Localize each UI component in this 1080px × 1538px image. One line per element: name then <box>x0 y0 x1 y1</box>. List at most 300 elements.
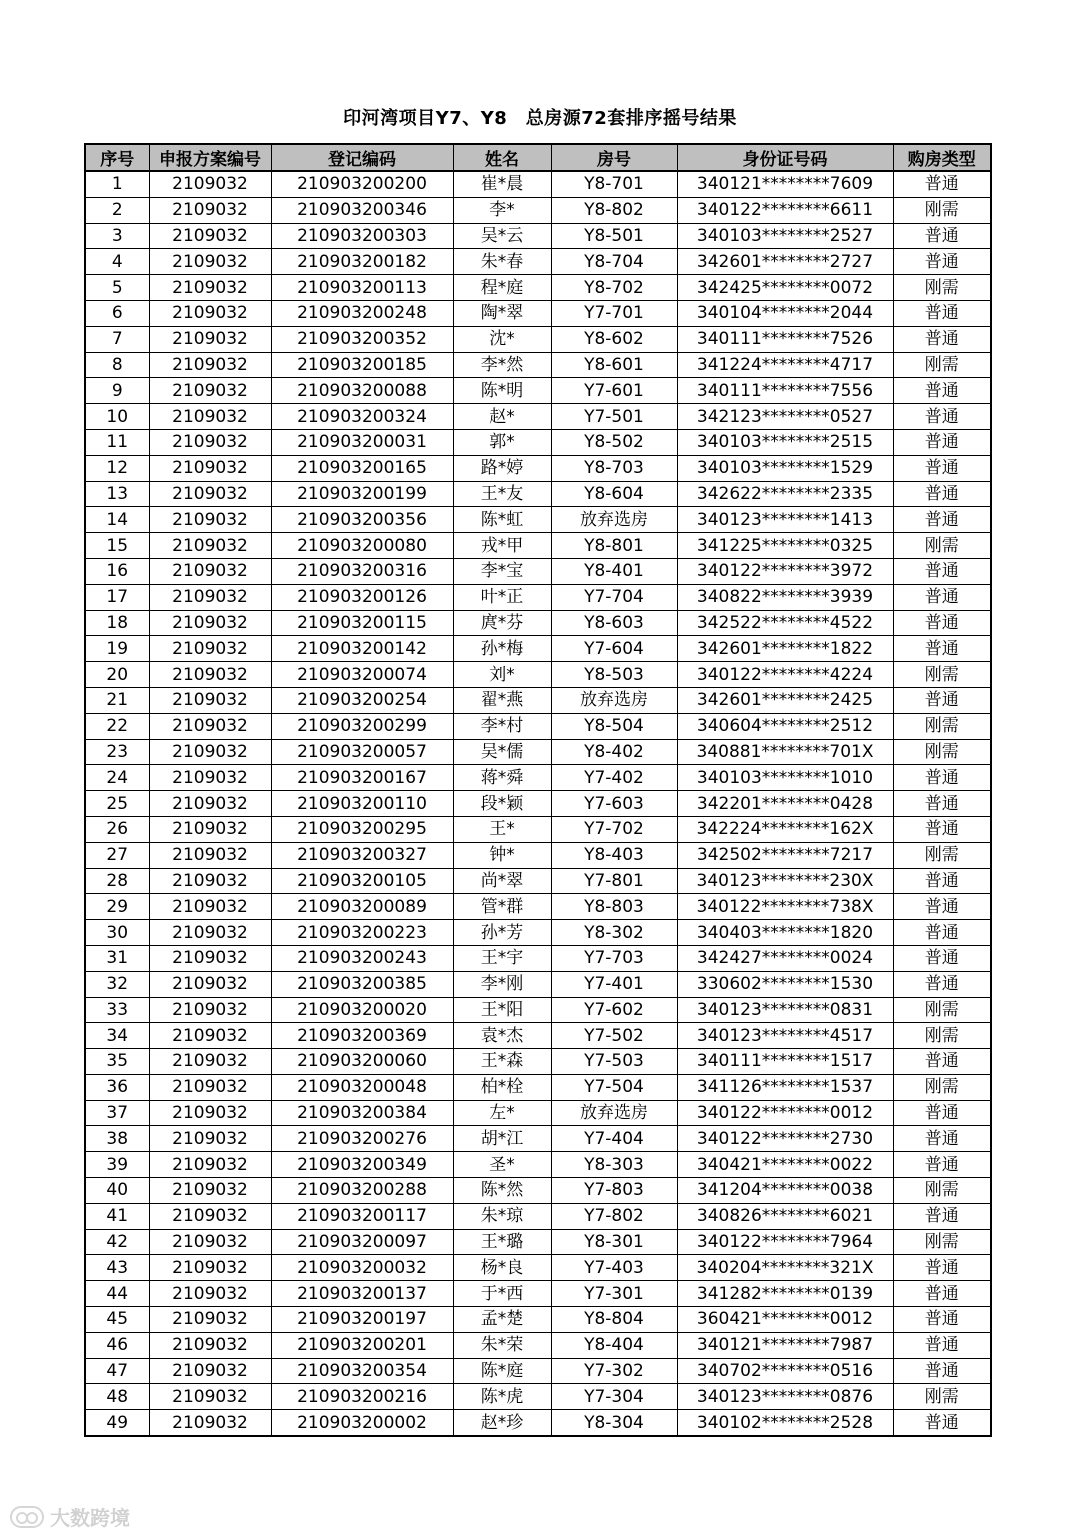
cell-plan-number: 2109032 <box>149 1178 271 1204</box>
cell-purchase-type: 刚需 <box>893 275 991 301</box>
table-row <box>85 1281 991 1307</box>
cell-name: 吴*云 <box>453 223 551 249</box>
cell-purchase-type: 普通 <box>893 1049 991 1075</box>
cell-room-number: Y7-503 <box>551 1049 677 1075</box>
table-row <box>85 1332 991 1358</box>
cell-id-number: 342522********4522 <box>677 610 893 636</box>
cell-purchase-type: 普通 <box>893 1332 991 1358</box>
table-row <box>85 1178 991 1204</box>
cell-name: 王* <box>453 816 551 842</box>
cell-sequence: 46 <box>85 1332 149 1358</box>
table-row <box>85 868 991 894</box>
table-row <box>85 610 991 636</box>
cell-purchase-type: 普通 <box>893 1203 991 1229</box>
table-row <box>85 404 991 430</box>
cell-id-number: 340121********7987 <box>677 1332 893 1358</box>
cell-sequence: 5 <box>85 275 149 301</box>
cell-plan-number: 2109032 <box>149 584 271 610</box>
table-row <box>85 765 991 791</box>
cell-sequence: 41 <box>85 1203 149 1229</box>
cell-purchase-type: 普通 <box>893 971 991 997</box>
cell-room-number: Y8-304 <box>551 1410 677 1436</box>
table-row <box>85 275 991 301</box>
cell-purchase-type: 普通 <box>893 765 991 791</box>
cell-id-number: 340122********0012 <box>677 1100 893 1126</box>
cell-plan-number: 2109032 <box>149 455 271 481</box>
cell-name: 吴*儒 <box>453 739 551 765</box>
cell-registration-code: 210903200080 <box>271 533 453 559</box>
cell-sequence: 37 <box>85 1100 149 1126</box>
cell-plan-number: 2109032 <box>149 1255 271 1281</box>
table-row <box>85 223 991 249</box>
cell-registration-code: 210903200197 <box>271 1307 453 1333</box>
cell-plan-number: 2109032 <box>149 429 271 455</box>
table-row <box>85 842 991 868</box>
cell-id-number: 342201********0428 <box>677 791 893 817</box>
cell-id-number: 340111********7526 <box>677 326 893 352</box>
cell-sequence: 7 <box>85 326 149 352</box>
cell-name: 王*森 <box>453 1049 551 1075</box>
table-row <box>85 249 991 275</box>
cell-room-number: Y7-403 <box>551 1255 677 1281</box>
cell-sequence: 24 <box>85 765 149 791</box>
cell-name: 袁*杰 <box>453 1023 551 1049</box>
cell-registration-code: 210903200384 <box>271 1100 453 1126</box>
cell-plan-number: 2109032 <box>149 1126 271 1152</box>
cell-plan-number: 2109032 <box>149 1410 271 1436</box>
cell-sequence: 20 <box>85 662 149 688</box>
cell-room-number: Y8-303 <box>551 1152 677 1178</box>
cell-id-number: 340822********3939 <box>677 584 893 610</box>
cell-plan-number: 2109032 <box>149 1358 271 1384</box>
cell-sequence: 47 <box>85 1358 149 1384</box>
cell-name: 朱*荣 <box>453 1332 551 1358</box>
cell-id-number: 342601********1822 <box>677 636 893 662</box>
table-row <box>85 507 991 533</box>
cell-sequence: 25 <box>85 791 149 817</box>
cell-id-number: 330602********1530 <box>677 971 893 997</box>
cell-registration-code: 210903200048 <box>271 1074 453 1100</box>
cell-purchase-type: 普通 <box>893 481 991 507</box>
cell-plan-number: 2109032 <box>149 481 271 507</box>
cell-purchase-type: 普通 <box>893 300 991 326</box>
cell-id-number: 342425********0072 <box>677 275 893 301</box>
column-header-sequence: 序号 <box>85 144 149 171</box>
cell-id-number: 340123********230X <box>677 868 893 894</box>
table-row <box>85 1100 991 1126</box>
cell-purchase-type: 普通 <box>893 429 991 455</box>
cell-name: 管*群 <box>453 894 551 920</box>
cell-registration-code: 210903200126 <box>271 584 453 610</box>
cell-sequence: 34 <box>85 1023 149 1049</box>
cell-purchase-type: 普通 <box>893 223 991 249</box>
cell-plan-number: 2109032 <box>149 300 271 326</box>
cell-name: 沈* <box>453 326 551 352</box>
cell-name: 郭* <box>453 429 551 455</box>
cell-plan-number: 2109032 <box>149 894 271 920</box>
cell-registration-code: 210903200356 <box>271 507 453 533</box>
cell-registration-code: 210903200346 <box>271 197 453 223</box>
cell-sequence: 15 <box>85 533 149 559</box>
cell-sequence: 17 <box>85 584 149 610</box>
cell-plan-number: 2109032 <box>149 558 271 584</box>
cell-room-number: Y8-701 <box>551 171 677 197</box>
cell-registration-code: 210903200031 <box>271 429 453 455</box>
cell-room-number: Y8-401 <box>551 558 677 584</box>
table-row <box>85 1358 991 1384</box>
cell-room-number: Y7-304 <box>551 1384 677 1410</box>
cell-purchase-type: 普通 <box>893 1152 991 1178</box>
cell-plan-number: 2109032 <box>149 404 271 430</box>
table-row <box>85 197 991 223</box>
cell-purchase-type: 刚需 <box>893 197 991 223</box>
cell-sequence: 35 <box>85 1049 149 1075</box>
table-row <box>85 1152 991 1178</box>
cell-room-number: Y7-603 <box>551 791 677 817</box>
cell-room-number: Y7-604 <box>551 636 677 662</box>
column-header-purchase-type: 购房类型 <box>893 144 991 171</box>
cell-room-number: Y7-802 <box>551 1203 677 1229</box>
cell-id-number: 341126********1537 <box>677 1074 893 1100</box>
table-row <box>85 791 991 817</box>
table-row <box>85 713 991 739</box>
cell-name: 王*璐 <box>453 1229 551 1255</box>
cell-name: 柏*栓 <box>453 1074 551 1100</box>
cell-room-number: Y8-501 <box>551 223 677 249</box>
cell-plan-number: 2109032 <box>149 1100 271 1126</box>
cell-id-number: 340122********738X <box>677 894 893 920</box>
cell-room-number: Y8-704 <box>551 249 677 275</box>
column-header-name: 姓名 <box>453 144 551 171</box>
table-row <box>85 1229 991 1255</box>
cell-plan-number: 2109032 <box>149 533 271 559</box>
table-row <box>85 1255 991 1281</box>
cell-plan-number: 2109032 <box>149 1152 271 1178</box>
cell-purchase-type: 普通 <box>893 1281 991 1307</box>
cell-plan-number: 2109032 <box>149 378 271 404</box>
cell-purchase-type: 刚需 <box>893 713 991 739</box>
cell-name: 朱*春 <box>453 249 551 275</box>
cell-id-number: 340122********2730 <box>677 1126 893 1152</box>
cell-room-number: Y8-504 <box>551 713 677 739</box>
cell-registration-code: 210903200276 <box>271 1126 453 1152</box>
table-row <box>85 171 991 197</box>
table-row <box>85 816 991 842</box>
cell-id-number: 342601********2425 <box>677 687 893 713</box>
table-row <box>85 1410 991 1436</box>
cell-room-number: 放弃选房 <box>551 507 677 533</box>
table-row <box>85 1307 991 1333</box>
cell-room-number: Y8-603 <box>551 610 677 636</box>
cell-purchase-type: 普通 <box>893 1410 991 1436</box>
cell-id-number: 340123********4517 <box>677 1023 893 1049</box>
cell-sequence: 44 <box>85 1281 149 1307</box>
cell-sequence: 18 <box>85 610 149 636</box>
cell-id-number: 340103********1529 <box>677 455 893 481</box>
cell-room-number: Y7-301 <box>551 1281 677 1307</box>
cell-registration-code: 210903200216 <box>271 1384 453 1410</box>
cell-sequence: 40 <box>85 1178 149 1204</box>
cell-id-number: 340104********2044 <box>677 300 893 326</box>
cell-room-number: Y8-302 <box>551 920 677 946</box>
cell-room-number: Y8-404 <box>551 1332 677 1358</box>
cell-registration-code: 210903200254 <box>271 687 453 713</box>
cell-name: 李*宝 <box>453 558 551 584</box>
cell-purchase-type: 刚需 <box>893 1178 991 1204</box>
cell-sequence: 26 <box>85 816 149 842</box>
cell-sequence: 39 <box>85 1152 149 1178</box>
cell-room-number: Y8-801 <box>551 533 677 559</box>
cell-purchase-type: 普通 <box>893 945 991 971</box>
cell-name: 于*西 <box>453 1281 551 1307</box>
cell-plan-number: 2109032 <box>149 1332 271 1358</box>
table-row <box>85 584 991 610</box>
table-row <box>85 662 991 688</box>
cell-sequence: 14 <box>85 507 149 533</box>
cell-room-number: Y7-601 <box>551 378 677 404</box>
cell-name: 李*村 <box>453 713 551 739</box>
cell-id-number: 341224********4717 <box>677 352 893 378</box>
cell-registration-code: 210903200303 <box>271 223 453 249</box>
cell-registration-code: 210903200295 <box>271 816 453 842</box>
cell-sequence: 13 <box>85 481 149 507</box>
cell-room-number: Y7-502 <box>551 1023 677 1049</box>
cell-name: 李*刚 <box>453 971 551 997</box>
table-row <box>85 300 991 326</box>
cell-name: 朱*琼 <box>453 1203 551 1229</box>
table-row <box>85 533 991 559</box>
cell-registration-code: 210903200105 <box>271 868 453 894</box>
cell-plan-number: 2109032 <box>149 1281 271 1307</box>
cell-id-number: 341282********0139 <box>677 1281 893 1307</box>
document-title: 印河湾项目Y7、Y8 总房源72套排序摇号结果 <box>343 108 737 129</box>
cell-id-number: 342123********0527 <box>677 404 893 430</box>
cell-sequence: 4 <box>85 249 149 275</box>
cell-id-number: 340702********0516 <box>677 1358 893 1384</box>
cell-purchase-type: 刚需 <box>893 997 991 1023</box>
cell-registration-code: 210903200199 <box>271 481 453 507</box>
cell-id-number: 340881********701X <box>677 739 893 765</box>
cell-plan-number: 2109032 <box>149 507 271 533</box>
cell-sequence: 3 <box>85 223 149 249</box>
cell-id-number: 342427********0024 <box>677 945 893 971</box>
cell-registration-code: 210903200097 <box>271 1229 453 1255</box>
cell-id-number: 340102********2528 <box>677 1410 893 1436</box>
cell-registration-code: 210903200057 <box>271 739 453 765</box>
cell-plan-number: 2109032 <box>149 920 271 946</box>
cell-name: 李*然 <box>453 352 551 378</box>
cell-sequence: 30 <box>85 920 149 946</box>
cell-id-number: 340103********2515 <box>677 429 893 455</box>
cell-name: 王*友 <box>453 481 551 507</box>
table-row <box>85 636 991 662</box>
cell-name: 陈*虹 <box>453 507 551 533</box>
cell-sequence: 2 <box>85 197 149 223</box>
cell-purchase-type: 普通 <box>893 1358 991 1384</box>
table-row <box>85 429 991 455</box>
cell-id-number: 341225********0325 <box>677 533 893 559</box>
cell-sequence: 22 <box>85 713 149 739</box>
table-row <box>85 739 991 765</box>
cell-sequence: 49 <box>85 1410 149 1436</box>
cell-id-number: 340122********7964 <box>677 1229 893 1255</box>
table-row <box>85 1203 991 1229</box>
cell-purchase-type: 普通 <box>893 816 991 842</box>
cell-registration-code: 210903200327 <box>271 842 453 868</box>
cell-plan-number: 2109032 <box>149 739 271 765</box>
cell-id-number: 340123********0876 <box>677 1384 893 1410</box>
cell-id-number: 341204********0038 <box>677 1178 893 1204</box>
cell-id-number: 340403********1820 <box>677 920 893 946</box>
cell-plan-number: 2109032 <box>149 197 271 223</box>
cell-purchase-type: 普通 <box>893 868 991 894</box>
cell-id-number: 340122********4224 <box>677 662 893 688</box>
cell-registration-code: 210903200142 <box>271 636 453 662</box>
cell-id-number: 340111********1517 <box>677 1049 893 1075</box>
cell-plan-number: 2109032 <box>149 868 271 894</box>
watermark-logo-icon <box>10 1506 44 1528</box>
cell-room-number: 放弃选房 <box>551 687 677 713</box>
cell-id-number: 340604********2512 <box>677 713 893 739</box>
table-row <box>85 945 991 971</box>
cell-sequence: 28 <box>85 868 149 894</box>
cell-room-number: Y8-503 <box>551 662 677 688</box>
cell-plan-number: 2109032 <box>149 275 271 301</box>
cell-name: 王*阳 <box>453 997 551 1023</box>
cell-plan-number: 2109032 <box>149 1384 271 1410</box>
table-row <box>85 455 991 481</box>
cell-purchase-type: 普通 <box>893 687 991 713</box>
cell-registration-code: 210903200089 <box>271 894 453 920</box>
cell-sequence: 32 <box>85 971 149 997</box>
table-row <box>85 558 991 584</box>
cell-sequence: 9 <box>85 378 149 404</box>
cell-name: 尚*翠 <box>453 868 551 894</box>
cell-purchase-type: 刚需 <box>893 739 991 765</box>
cell-room-number: Y8-403 <box>551 842 677 868</box>
table-row <box>85 352 991 378</box>
cell-name: 叶*正 <box>453 584 551 610</box>
cell-purchase-type: 普通 <box>893 404 991 430</box>
cell-name: 陈*虎 <box>453 1384 551 1410</box>
table-row <box>85 971 991 997</box>
cell-name: 钟* <box>453 842 551 868</box>
table-row <box>85 687 991 713</box>
cell-registration-code: 210903200060 <box>271 1049 453 1075</box>
cell-registration-code: 210903200352 <box>271 326 453 352</box>
cell-plan-number: 2109032 <box>149 816 271 842</box>
cell-room-number: Y8-702 <box>551 275 677 301</box>
cell-plan-number: 2109032 <box>149 1074 271 1100</box>
cell-id-number: 340122********3972 <box>677 558 893 584</box>
cell-sequence: 33 <box>85 997 149 1023</box>
cell-plan-number: 2109032 <box>149 1049 271 1075</box>
cell-registration-code: 210903200088 <box>271 378 453 404</box>
cell-plan-number: 2109032 <box>149 223 271 249</box>
cell-id-number: 360421********0012 <box>677 1307 893 1333</box>
cell-plan-number: 2109032 <box>149 713 271 739</box>
cell-registration-code: 210903200002 <box>271 1410 453 1436</box>
cell-registration-code: 210903200200 <box>271 171 453 197</box>
cell-purchase-type: 普通 <box>893 171 991 197</box>
table-header-row <box>85 144 991 171</box>
cell-registration-code: 210903200113 <box>271 275 453 301</box>
cell-room-number: Y7-302 <box>551 1358 677 1384</box>
cell-purchase-type: 普通 <box>893 455 991 481</box>
cell-id-number: 340123********0831 <box>677 997 893 1023</box>
cell-sequence: 10 <box>85 404 149 430</box>
cell-registration-code: 210903200243 <box>271 945 453 971</box>
cell-plan-number: 2109032 <box>149 249 271 275</box>
column-header-plan-number: 申报方案编号 <box>149 144 271 171</box>
cell-plan-number: 2109032 <box>149 687 271 713</box>
cell-registration-code: 210903200316 <box>271 558 453 584</box>
table-row <box>85 1074 991 1100</box>
cell-name: 刘* <box>453 662 551 688</box>
cell-purchase-type: 普通 <box>893 507 991 533</box>
cell-sequence: 12 <box>85 455 149 481</box>
cell-id-number: 342502********7217 <box>677 842 893 868</box>
cell-room-number: Y7-702 <box>551 816 677 842</box>
cell-purchase-type: 刚需 <box>893 842 991 868</box>
cell-registration-code: 210903200032 <box>271 1255 453 1281</box>
table-body <box>85 171 991 1436</box>
cell-room-number: Y8-703 <box>551 455 677 481</box>
cell-plan-number: 2109032 <box>149 791 271 817</box>
cell-name: 陶*翠 <box>453 300 551 326</box>
cell-room-number: Y7-401 <box>551 971 677 997</box>
cell-name: 孙*梅 <box>453 636 551 662</box>
table-row <box>85 378 991 404</box>
cell-room-number: Y8-803 <box>551 894 677 920</box>
cell-name: 崔*晨 <box>453 171 551 197</box>
cell-registration-code: 210903200165 <box>271 455 453 481</box>
watermark <box>10 1502 130 1531</box>
cell-id-number: 340123********1413 <box>677 507 893 533</box>
cell-room-number: 放弃选房 <box>551 1100 677 1126</box>
table-row <box>85 1049 991 1075</box>
cell-sequence: 27 <box>85 842 149 868</box>
cell-name: 李* <box>453 197 551 223</box>
cell-purchase-type: 普通 <box>893 1255 991 1281</box>
column-header-id-number: 身份证号码 <box>677 144 893 171</box>
cell-room-number: Y8-604 <box>551 481 677 507</box>
cell-plan-number: 2109032 <box>149 352 271 378</box>
cell-registration-code: 210903200110 <box>271 791 453 817</box>
cell-registration-code: 210903200182 <box>271 249 453 275</box>
cell-purchase-type: 普通 <box>893 249 991 275</box>
cell-sequence: 8 <box>85 352 149 378</box>
cell-id-number: 340421********0022 <box>677 1152 893 1178</box>
cell-id-number: 340103********2527 <box>677 223 893 249</box>
cell-registration-code: 210903200185 <box>271 352 453 378</box>
cell-purchase-type: 刚需 <box>893 533 991 559</box>
cell-name: 庹*芬 <box>453 610 551 636</box>
cell-id-number: 342622********2335 <box>677 481 893 507</box>
cell-registration-code: 210903200354 <box>271 1358 453 1384</box>
table-row <box>85 1126 991 1152</box>
cell-room-number: Y8-601 <box>551 352 677 378</box>
cell-registration-code: 210903200115 <box>271 610 453 636</box>
cell-room-number: Y7-504 <box>551 1074 677 1100</box>
cell-name: 赵*珍 <box>453 1410 551 1436</box>
cell-room-number: Y8-502 <box>551 429 677 455</box>
cell-sequence: 45 <box>85 1307 149 1333</box>
table-row <box>85 1023 991 1049</box>
cell-room-number: Y7-703 <box>551 945 677 971</box>
cell-room-number: Y7-801 <box>551 868 677 894</box>
cell-purchase-type: 刚需 <box>893 1074 991 1100</box>
